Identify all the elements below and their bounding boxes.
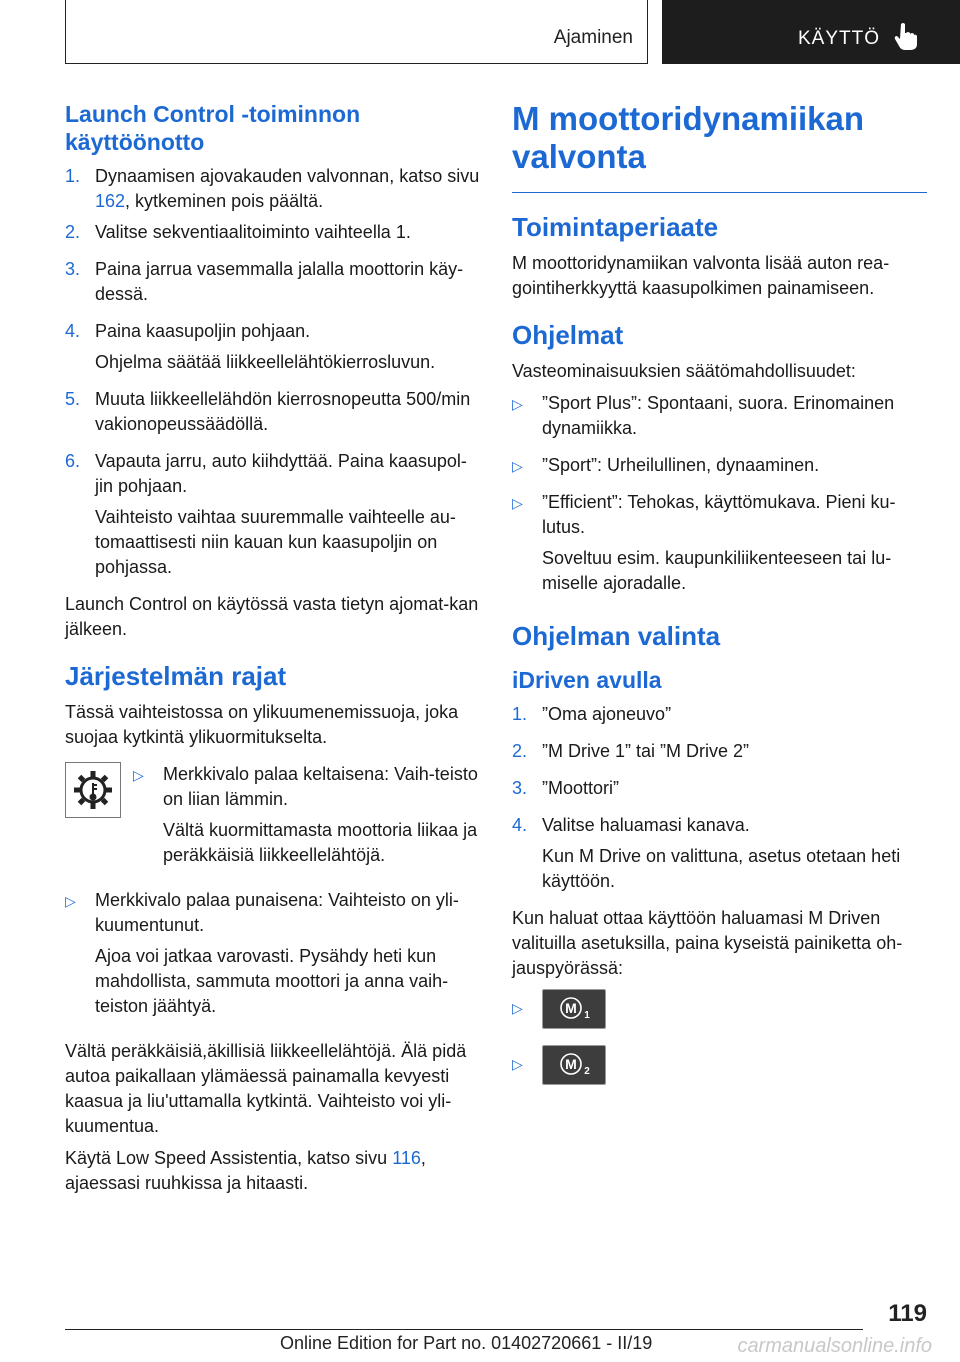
system-limits-heading: Järjestelmän rajat [65, 661, 287, 691]
program-text: ”Sport”: Urheilullinen, dynaaminen. [542, 455, 820, 475]
programs-intro: Vasteominaisuuksien säätömahdollisuudet: [512, 361, 856, 381]
heading-divider [512, 192, 927, 193]
step-text: Paina jarrua vasemmalla jalalla moottorin käy-dessä. [95, 259, 464, 304]
paragraph-low-speed [65, 1146, 480, 1196]
list-item [512, 453, 927, 484]
warning-yellow-text: Merkkivalo palaa keltaisena: Vaih-teisto on liian lämmin. [163, 764, 478, 809]
header-section-tab [65, 0, 648, 64]
svg-text:1: 1 [584, 1010, 590, 1021]
triangle-bullet-icon: ▷ [512, 1000, 523, 1016]
list-item [65, 257, 480, 313]
list-item [65, 164, 480, 214]
main-heading: M moottoridynamiikan valvonta [512, 100, 865, 175]
right-column [512, 100, 927, 1091]
warning-red-note: Ajoa voi jatkaa varovasti. Pysähdy heti kun mahdollista, sammuta moottori ja anna vaih-teiston jäähtyä. [95, 946, 449, 1016]
principle-heading: Toimintaperiaate [512, 212, 719, 242]
triangle-bullet-icon: ▷ [133, 767, 144, 783]
programs-heading: Ohjelmat [512, 320, 624, 350]
left-column [65, 100, 480, 1203]
program-selection-heading: Ohjelman valinta [512, 621, 721, 651]
step-text: Dynaamisen ajovakauden valvonnan, katso sivu [95, 166, 480, 186]
step-note: Kun M Drive on valittuna, asetus otetaan heti käyttöön. [542, 846, 901, 891]
program-text: ”Efficient”: Tehokas, käyttömukava. Pieni ku-lutus. [542, 492, 896, 537]
pointing-hand-icon [892, 22, 918, 50]
triangle-bullet-icon: ▷ [512, 458, 523, 474]
list-item [65, 387, 480, 443]
page-link-162[interactable]: 162 [95, 191, 126, 211]
step-text: Paina kaasupoljin pohjaan. [95, 321, 311, 341]
step-number: 1. [65, 166, 81, 186]
warning-red-text: Merkkivalo palaa punaisena: Vaihteisto on yli-kuumentunut. [95, 890, 459, 935]
page-number: 119 [888, 1300, 927, 1327]
step-text: Valitse sekventiaalitoiminto vaihteella 1. [95, 222, 411, 242]
warning-yellow-note: Vältä kuormittamasta moottoria liikaa ja peräkkäisiä liikkeellelähtöjä. [163, 820, 478, 865]
watermark: carmanualsonline.info [737, 1335, 932, 1357]
list-item [65, 319, 480, 381]
step-text: Vapauta jarru, auto kiihdyttää. Paina kaasupol-jin pohjaan. [95, 451, 467, 496]
step-text: Muuta liikkeellelähdön kierrosnopeutta 500/min vakionopeussäädöllä. [95, 389, 471, 434]
m2-button-icon [542, 1045, 606, 1085]
step-text: ”Moottori” [542, 778, 620, 798]
svg-text:M: M [565, 1000, 577, 1016]
program-text: ”Sport Plus”: Spontaani, suora. Erinomainen dynamiikka. [542, 393, 895, 438]
launch-control-heading: Launch Control -toiminnon käyttöönotto [65, 101, 361, 155]
svg-text:2: 2 [584, 1066, 590, 1077]
principle-text: M moottoridynamiikan valvonta lisää auton rea-gointiherkkyyttä kaasupolkimen painamiseen. [512, 253, 890, 298]
limits-intro: Tässä vaihteistossa on ylikuumenemissuoja, joka suojaa kytkintä ylikuormitukselta. [65, 702, 459, 747]
launch-note: Launch Control on käytössä vasta tietyn ajomat-kan jälkeen. [65, 594, 479, 639]
step-number: 4. [512, 815, 528, 835]
list-item [512, 995, 927, 1029]
triangle-bullet-icon: ▷ [512, 1056, 523, 1072]
step-number: 2. [512, 741, 528, 761]
footer-divider [65, 1329, 863, 1330]
transmission-temperature-icon [65, 762, 121, 818]
footer-edition: Online Edition for Part no. 01402720661 - II/19 [280, 1333, 653, 1353]
triangle-bullet-icon: ▷ [512, 495, 523, 511]
step-number: 1. [512, 704, 528, 724]
header-chapter-label: KÄYTTÖ [797, 28, 880, 49]
step-text-tail: , kytkeminen pois päältä. [125, 191, 324, 211]
list-item [65, 449, 480, 586]
step-text: ”M Drive 1” tai ”M Drive 2” [542, 741, 750, 761]
list-item [512, 1051, 927, 1085]
list-item [512, 702, 927, 733]
paragraph-text: Käytä Low Speed Assistentia, katso sivu [65, 1148, 393, 1168]
step-note: Vaihteisto vaihtaa suuremmalle vaihteelle au-tomaattisesti niin kauan kun kaasupoljin on pohjassa. [95, 507, 456, 577]
list-item [512, 776, 927, 807]
list-item [512, 739, 927, 770]
list-item [133, 762, 480, 874]
m1-button-icon [542, 989, 606, 1029]
step-number: 2. [65, 222, 81, 242]
step-number: 5. [65, 389, 81, 409]
list-item [512, 813, 927, 900]
step-number: 3. [65, 259, 81, 279]
step-number: 4. [65, 321, 81, 341]
header-section-label: Ajaminen [553, 27, 633, 48]
idrive-heading: iDriven avulla [512, 667, 662, 693]
triangle-bullet-icon: ▷ [512, 396, 523, 412]
list-item [65, 220, 480, 251]
step-text: Valitse haluamasi kanava. [542, 815, 750, 835]
header-chapter-tab [662, 0, 960, 64]
page-link-116[interactable]: 116 [392, 1148, 421, 1168]
warning-block [65, 762, 480, 880]
list-item [65, 888, 480, 1025]
step-note: Ohjelma säätää liikkeellelähtökierrosluvun. [95, 352, 436, 372]
program-note: Soveltuu esim. kaupunkiliikenteeseen tai lu-miselle ajoradalle. [542, 548, 892, 593]
mdrive-text: Kun haluat ottaa käyttöön haluamasi M Driven valituilla asetuksilla, paina kyseistä painiketta oh-jauspyörässä: [512, 908, 903, 978]
step-number: 6. [65, 451, 81, 471]
step-number: 3. [512, 778, 528, 798]
list-item [512, 490, 927, 602]
paragraph-tail: , ajaessasi ruuhkissa ja hitaasti. [65, 1148, 426, 1193]
list-item [512, 391, 927, 447]
step-text: ”Oma ajoneuvo” [542, 704, 672, 724]
paragraph: Vältä peräkkäisiä,äkillisiä liikkeellelähtöjä. Älä pidä autoa paikallaan ylämäessä painamalla kevyesti kaasua ja liu'uttamalla kytkintä. Vaihteisto voi yli-kuumentua. [65, 1041, 467, 1136]
triangle-bullet-icon: ▷ [65, 893, 76, 909]
svg-text:M: M [565, 1056, 577, 1072]
